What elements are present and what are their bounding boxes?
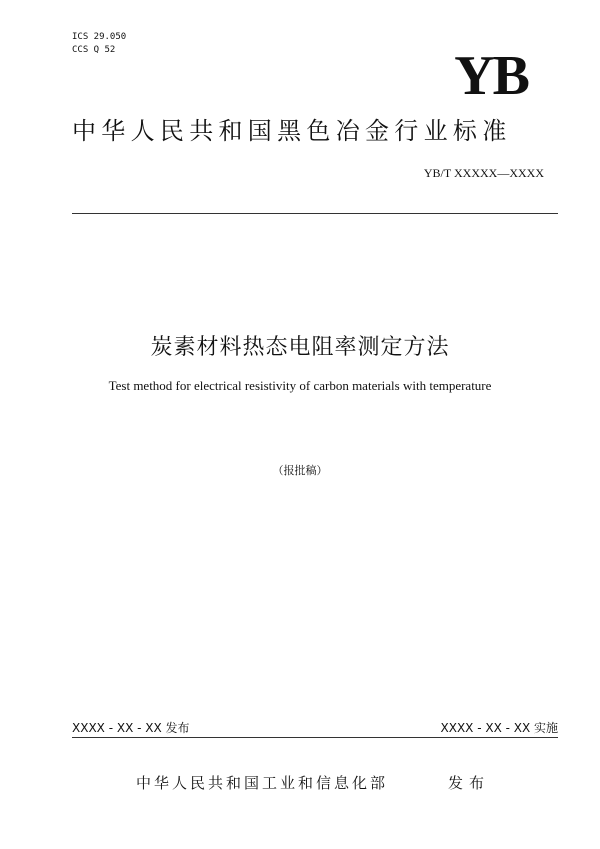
document-title-english: Test method for electrical resistivity of carbon materials with temperature: [108, 378, 492, 393]
issue-label: 发布: [448, 774, 491, 792]
issuing-authority: 中华人民共和国工业和信息化部: [136, 774, 389, 792]
ics-code: ICS 29.050: [72, 32, 127, 42]
document-title-chinese: 炭素材料热态电阻率测定方法: [150, 335, 450, 360]
draft-status: （报批稿）: [272, 464, 328, 477]
standard-number: YB/T XXXXX—XXXX: [423, 166, 544, 180]
header-divider: [72, 213, 558, 214]
classification-codes: [72, 31, 126, 57]
footer-divider: [72, 737, 558, 738]
ccs-code: CCS Q 52: [72, 45, 116, 55]
publish-date: XXXX - XX - XX 发布: [72, 721, 190, 735]
yb-logo: YB: [454, 45, 528, 107]
implement-date: XXXX - XX - XX 实施: [440, 721, 558, 735]
standard-category-title: 中华人民共和国黑色冶金行业标准: [72, 117, 512, 145]
